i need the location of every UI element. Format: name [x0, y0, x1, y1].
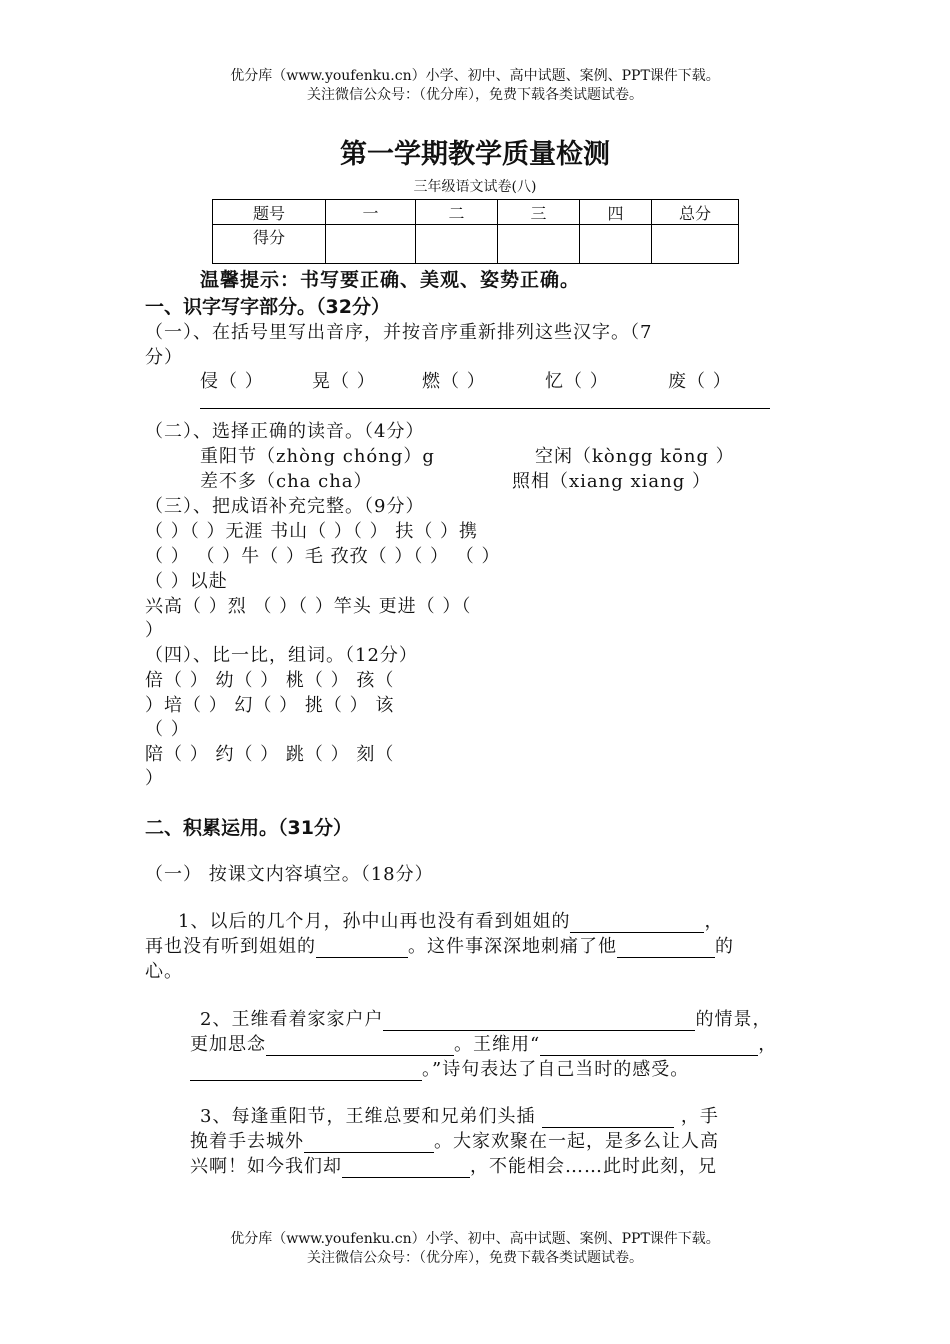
- score-cell[interactable]: [580, 225, 652, 264]
- score-cell[interactable]: [652, 225, 739, 264]
- item2-line3: [190, 1055, 689, 1081]
- q2-item: 重阳节（zhòng chóng）g: [200, 446, 435, 467]
- item3-text: 。大家欢聚在一起，是多么让人高: [434, 1131, 719, 1152]
- q1-char: 燃（ ）: [422, 371, 486, 392]
- q2-item: 空闲（kòngg kōng ）: [535, 446, 735, 467]
- score-header-cell: 四: [580, 200, 652, 225]
- score-table-row: [213, 225, 739, 264]
- q4-line: 陪（ ） 约（ ） 跳（ ） 刻（: [145, 744, 395, 765]
- item1-blank-2[interactable]: [316, 937, 408, 958]
- q3-instruction: （三）、把成语补充完整。（9分）: [145, 496, 425, 517]
- item2-blank-2[interactable]: [266, 1035, 454, 1056]
- item1-text: 1、以后的几个月，孙中山再也没有看到姐姐的: [178, 911, 571, 932]
- item3-text: 兴啊！如今我们却: [190, 1156, 342, 1177]
- page-subtitle: 三年级语文试卷(八): [413, 179, 537, 195]
- section1-heading: 一、识字写字部分。（32分）: [145, 296, 390, 318]
- item3-blank-3[interactable]: [342, 1157, 470, 1178]
- item2-text: 更加思念: [190, 1034, 266, 1055]
- score-row-label: 得分: [213, 225, 326, 264]
- header-line-2: 关注微信公众号：（优分库），免费下载各类试题试卷。: [307, 87, 643, 103]
- q4-line: （ ）: [145, 719, 190, 740]
- q1-char: 侵（ ）: [200, 371, 264, 392]
- item3-text: ，不能相会……此时此刻，兄: [470, 1156, 717, 1177]
- item1-text: 心。: [145, 961, 183, 982]
- page-title: 第一学期教学质量检测: [340, 139, 610, 170]
- item3-text: ，手: [680, 1106, 719, 1127]
- score-table-header-row: [213, 200, 739, 225]
- score-table: [212, 199, 739, 264]
- item3-blank-1[interactable]: [542, 1107, 674, 1128]
- item2-blank-4[interactable]: [190, 1060, 422, 1081]
- item1-line2: [145, 932, 734, 958]
- q4-line: ）: [145, 768, 164, 789]
- score-header-cell: 二: [416, 200, 498, 225]
- q1-instruction-cont: 分）: [145, 347, 183, 368]
- item1-text: 再也没有听到姐姐的: [145, 936, 316, 957]
- item2-text: 。王维用“: [454, 1034, 541, 1055]
- q3-line: （ ） （ ）牛（ ）毛 孜孜（ ）（ ） （ ）: [145, 546, 501, 567]
- footer-line-1: 优分库（www.youfenku.cn）小学、初中、高中试题、案例、PPT课件下载。: [230, 1231, 720, 1247]
- q4-line: 倍（ ） 幼（ ） 桃（ ） 孩（: [145, 670, 395, 691]
- score-header-cell: 三: [498, 200, 580, 225]
- item3-text: 挽着手去城外: [190, 1131, 304, 1152]
- item3-line3: [190, 1152, 717, 1178]
- q2-instruction: （二）、选择正确的读音。（4分）: [145, 421, 425, 442]
- q1-answer-line[interactable]: [200, 408, 770, 409]
- item1-line1: [178, 907, 723, 933]
- q3-line: 兴高（ ）烈 （ ）（ ）竿头 更进（ ）（: [145, 596, 472, 617]
- item2-text: ，: [758, 1034, 778, 1055]
- item1-blank-3[interactable]: [617, 937, 715, 958]
- q1-char: 晃（ ）: [312, 371, 376, 392]
- item3-blank-2[interactable]: [304, 1132, 434, 1153]
- item2-text: 的情景，: [695, 1009, 772, 1030]
- q3-line: （ ）（ ）无涯 书山（ ）（ ） 扶（ ）携: [145, 521, 479, 542]
- item1-text: 的: [715, 936, 734, 957]
- score-cell[interactable]: [498, 225, 580, 264]
- q4-line: ）培（ ） 幻（ ） 挑（ ） 该: [145, 695, 395, 716]
- q3-line: （ ）以赴: [145, 571, 228, 592]
- section2-heading: 二、积累运用。（31分）: [145, 817, 352, 839]
- footer-line-2: 关注微信公众号：（优分库），免费下载各类试题试卷。: [307, 1250, 643, 1266]
- item3-line1: [200, 1102, 719, 1128]
- score-header-cell: 总分: [652, 200, 739, 225]
- q1-char: 废（ ）: [668, 371, 732, 392]
- header-line-1: 优分库（www.youfenku.cn）小学、初中、高中试题、案例、PPT课件下载。: [230, 68, 720, 84]
- q3-line: ）: [145, 620, 164, 641]
- item3-line2: [190, 1127, 719, 1153]
- part1-instruction: （一） 按课文内容填空。（18分）: [145, 864, 434, 885]
- score-cell[interactable]: [416, 225, 498, 264]
- item1-text: ，: [704, 911, 724, 932]
- item2-blank-3[interactable]: [540, 1035, 758, 1056]
- item3-text: 3、每逢重阳节，王维总要和兄弟们头插: [200, 1106, 536, 1127]
- tip-text: 温馨提示：书写要正确、美观、姿势正确。: [200, 269, 581, 291]
- item2-text: 2、王维看着家家户户: [200, 1009, 384, 1030]
- q2-item: 差不多（cha cha）: [200, 471, 373, 492]
- q4-instruction: （四）、比一比，组词。（12分）: [145, 645, 418, 666]
- item2-line2: [190, 1030, 777, 1056]
- score-header-cell: 题号: [213, 200, 326, 225]
- score-header-cell: 一: [326, 200, 416, 225]
- item1-text: 。这件事深深地刺痛了他: [408, 936, 617, 957]
- item1-blank-1[interactable]: [570, 912, 704, 933]
- item2-text: 。”诗句表达了自己当时的感受。: [422, 1059, 690, 1080]
- q2-item: 照相（xiang xiang ）: [512, 471, 711, 492]
- q1-instruction: （一）、在括号里写出音序，并按音序重新排列这些汉字。（7: [145, 322, 653, 343]
- score-cell[interactable]: [326, 225, 416, 264]
- item2-blank-1[interactable]: [383, 1010, 695, 1031]
- item2-line1: [200, 1005, 771, 1031]
- q1-char: 忆（ ）: [545, 371, 609, 392]
